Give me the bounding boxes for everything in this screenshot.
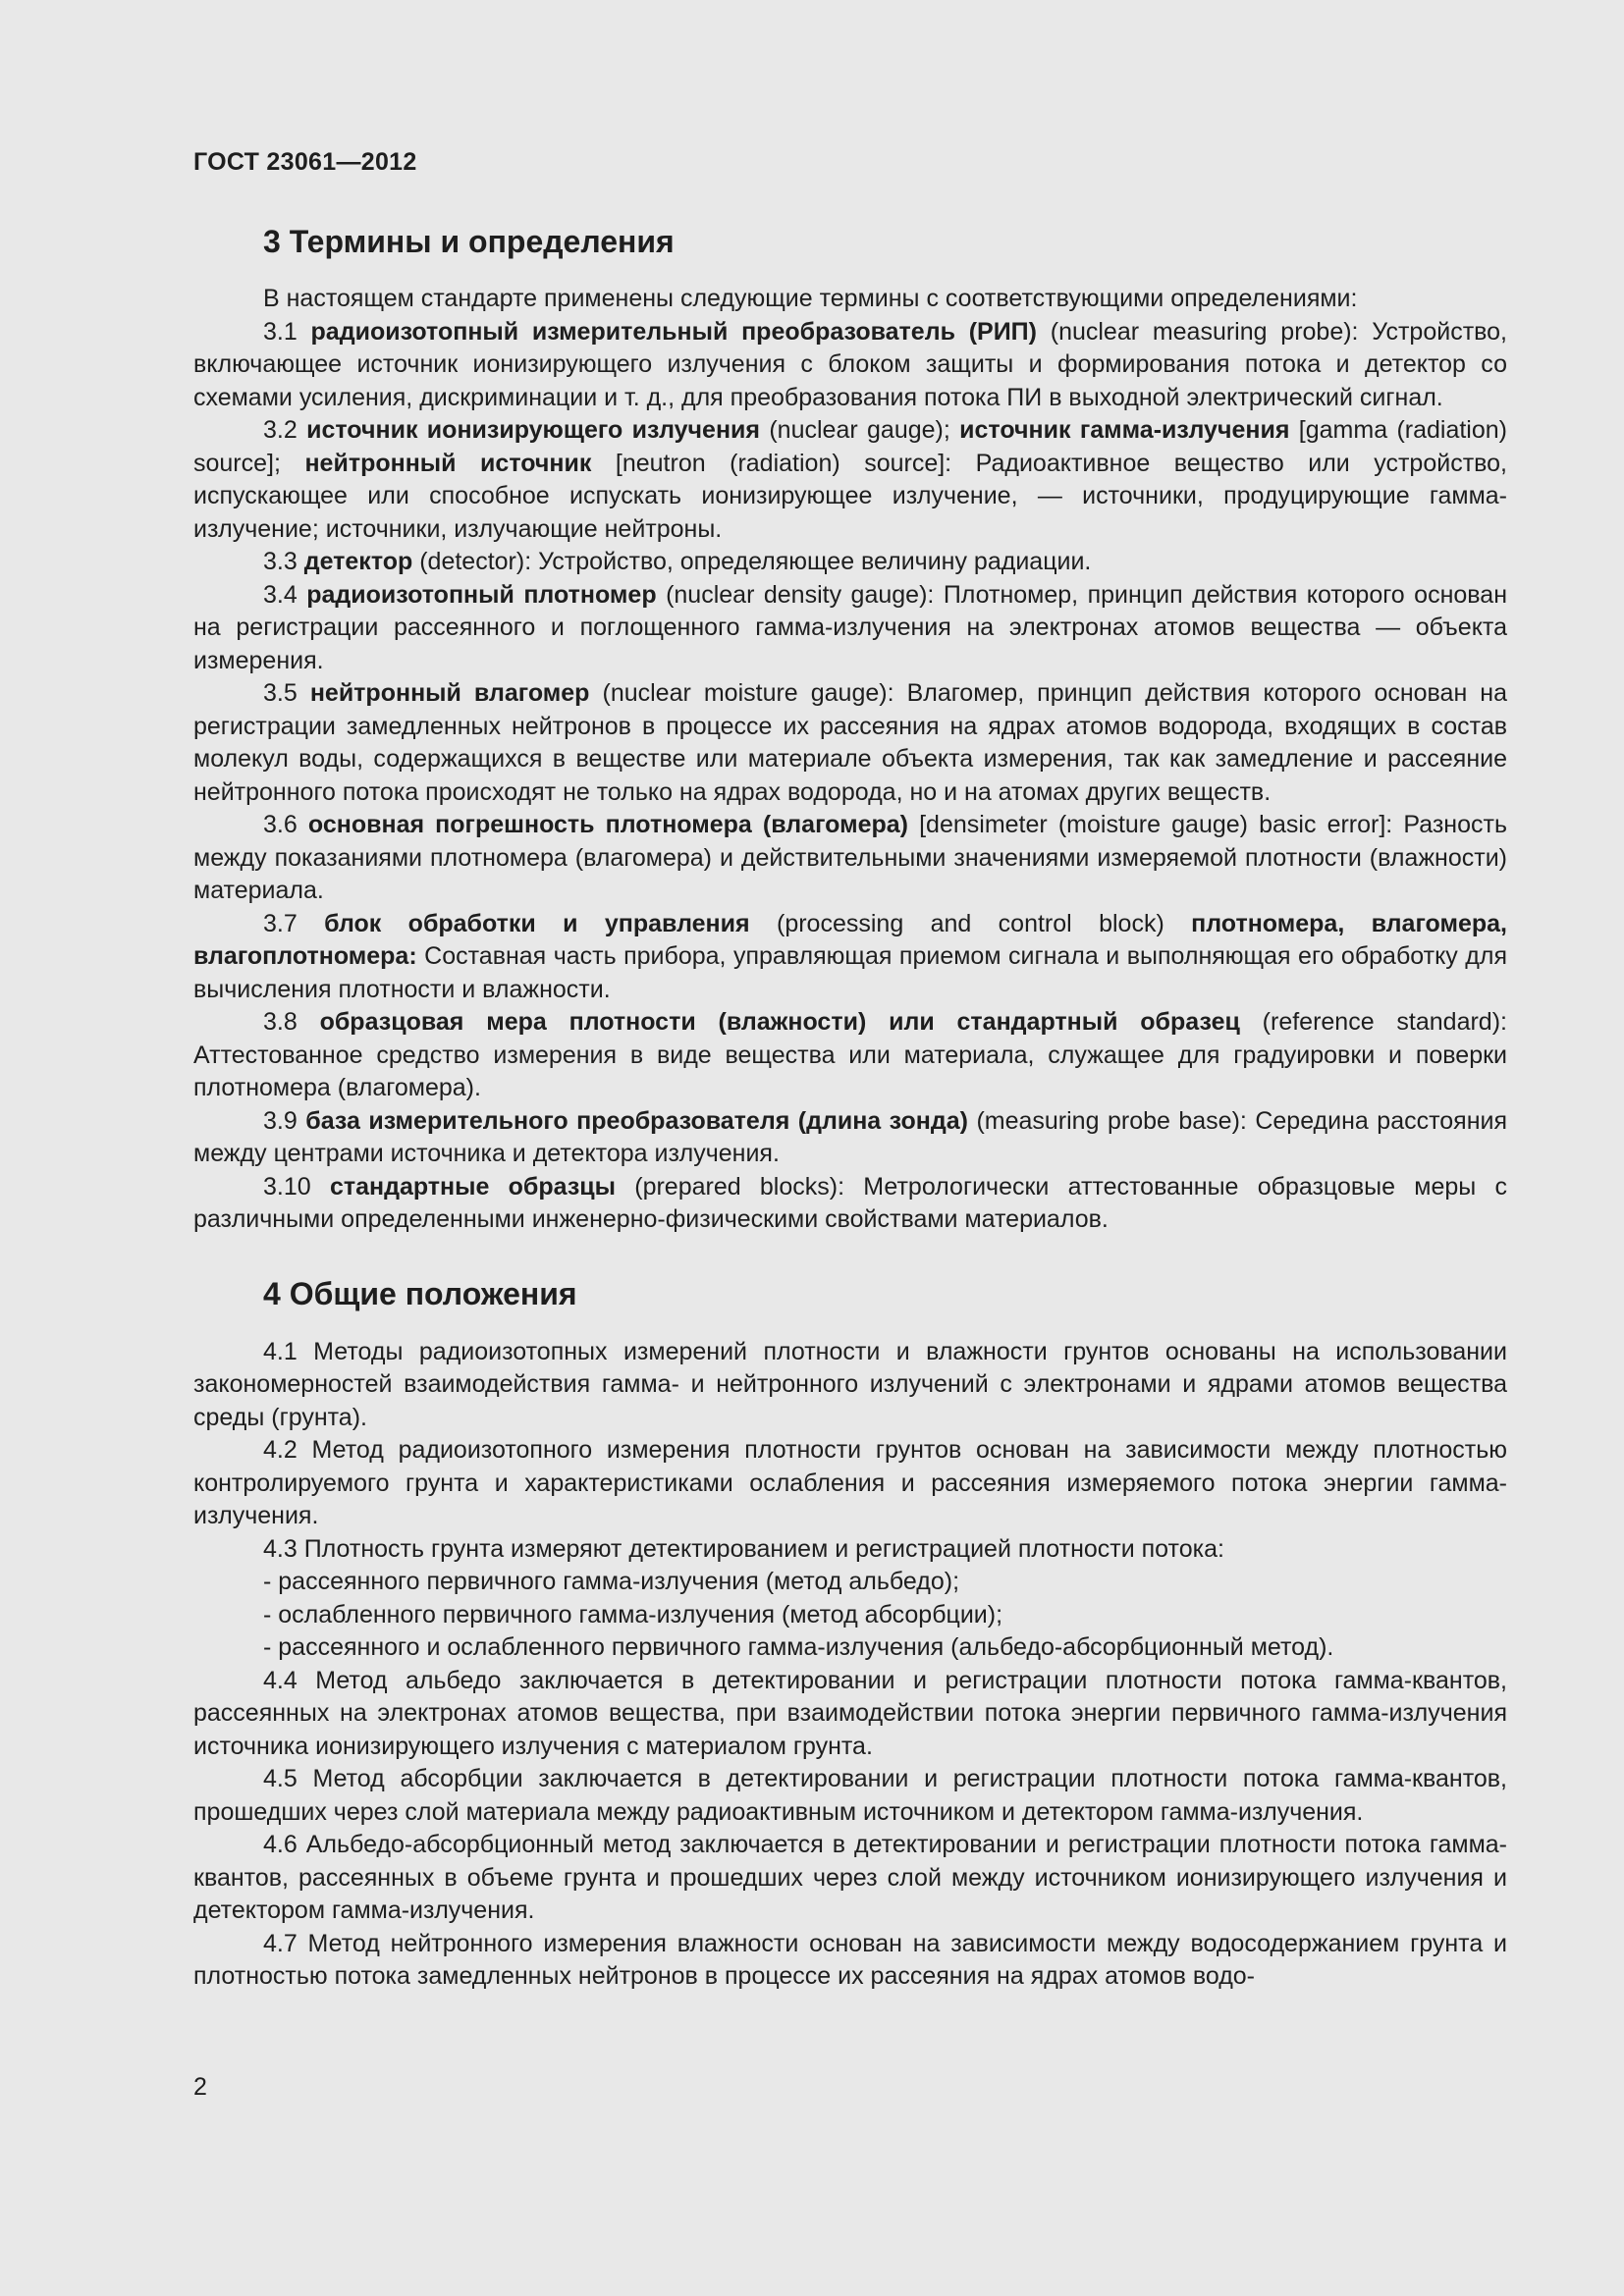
section-4-title: 4 Общие положения	[263, 1275, 577, 1311]
term-3-10: 3.10 стандартные образцы (prepared blocks): Метрологически аттестованные образцовые меры с различными определенными инженерно-физическими свойствами материалов.	[193, 1172, 1508, 1233]
page-content	[193, 222, 1507, 1994]
paragraph-4-7: 4.7 Метод нейтронного измерения влажности основан на зависимости между водосодержанием грунта и плотностью потока замедленных нейтронов в процессе их рассеяния на ядрах атомов водо-	[193, 1929, 1507, 1990]
section-3-intro: В настоящем стандарте применены следующие термины с соответствующими определениями:	[263, 285, 1358, 312]
paragraph-4-6: 4.6 Альбедо-абсорбционный метод заключается в детектировании и регистрации плотности потока гамма-квантов, рассеянных в объеме грунта и прошедших через слой между источником ионизирующего излучения и детектором гамма-излучения.	[193, 1831, 1507, 1924]
term-3-8: 3.8 образцовая мера плотности (влажности) или стандартный образец (reference standard): Аттестованное средство измерения в виде вещества или материала, служащее для градуировки и поверки плотномера (влагомера).	[193, 1008, 1507, 1101]
term-3-6: 3.6 основная погрешность плотномера (влагомера) [densimeter (moisture gauge) basic error]: Разность между показаниями плотномера (влагомера) и действительными значениями измеряемой плотности (влажности) материала.	[193, 811, 1507, 904]
document-header: ГОСТ 23061—2012	[193, 148, 417, 176]
list-item: - ослабленного первичного гамма-излучения (метод абсорбции);	[263, 1600, 1003, 1629]
paragraph-4-5: 4.5 Метод абсорбции заключается в детектировании и регистрации плотности потока гамма-квантов, прошедших через слой материала между радиоактивным источником и детектором гамма-излучения.	[193, 1765, 1507, 1826]
paragraph-4-3: 4.3 Плотность грунта измеряют детектированием и регистрацией плотности потока:	[263, 1534, 1224, 1563]
list-item: - рассеянного первичного гамма-излучения (метод альбедо);	[263, 1568, 960, 1595]
section-3-title: 3 Термины и определения	[263, 224, 675, 259]
page-number: 2	[193, 2073, 207, 2101]
paragraph-4-1: 4.1 Методы радиоизотопных измерений плотности и влажности грунтов основаны на использовании закономерностей взаимодействия гамма- и нейтронного излучений с электронами и ядрами атомов вещества среды (грунта).	[193, 1337, 1507, 1431]
term-3-5: 3.5 нейтронный влагомер (nuclear moisture gauge): Влагомер, принцип действия которого основан на регистрации замедленных нейтронов в процессе их рассеяния на ядрах атомов водорода, входящих в состав молекул воды, содержащихся в веществе или материале объекта измерения, так как замедление и рассеяние нейтронного потока происходят не только на ядрах водорода, но и на атомах других веществ.	[193, 679, 1508, 806]
term-3-1: 3.1 радиоизотопный измерительный преобразователь (РИП) (nuclear measuring probe): Устройство, включающее источник ионизирующего излучения с блоком защиты и формирования потока и детектор со схемами усиления, дискриминации и т. д., для преобразования потока ПИ в выходной электрический сигнал.	[193, 317, 1507, 411]
paragraph-4-4: 4.4 Метод альбедо заключается в детектировании и регистрации плотности потока гамма-квантов, рассеянных на электронах атомов вещества, при взаимодействии потока энергии первичного гамма-излучения источника ионизирующего излучения с материалом грунта.	[193, 1666, 1507, 1760]
term-3-9: 3.9 база измерительного преобразователя (длина зонда) (measuring probe base): Середина расстояния между центрами источника и детектора излучения.	[193, 1106, 1508, 1167]
term-3-3: 3.3 детектор (detector): Устройство, определяющее величину радиации.	[263, 548, 1092, 575]
term-3-2: 3.2 источник ионизирующего излучения (nuclear gauge); источник гамма-излучения [gamma (radiation) source]; нейтронный источник [neutron (radiation) source]: Радиоактивное вещество или устройство, испускающее или способное испускать ионизирующее излучение, — источники, продуцирующие гамма-излучение; источники, излучающие нейтроны.	[193, 416, 1508, 543]
term-3-4: 3.4 радиоизотопный плотномер (nuclear density gauge): Плотномер, принцип действия которого основан на регистрации рассеянного и поглощенного гамма-излучения на электронах атомов вещества — объекта измерения.	[193, 580, 1507, 674]
list-item: - рассеянного и ослабленного первичного гамма-излучения (альбедо-абсорбционный метод).	[263, 1633, 1334, 1661]
paragraph-4-2: 4.2 Метод радиоизотопного измерения плотности грунтов основан на зависимости между плотностью контролируемого грунта и характеристиками ослабления и рассеяния измеряемого потока энергии гамма-излучения.	[193, 1436, 1507, 1529]
term-3-7: 3.7 блок обработки и управления (processing and control block) плотномера, влагомера, влагоплотномера: Составная часть прибора, управляющая приемом сигнала и выполняющая его обработку для вычисления плотности и влажности.	[193, 909, 1507, 1003]
